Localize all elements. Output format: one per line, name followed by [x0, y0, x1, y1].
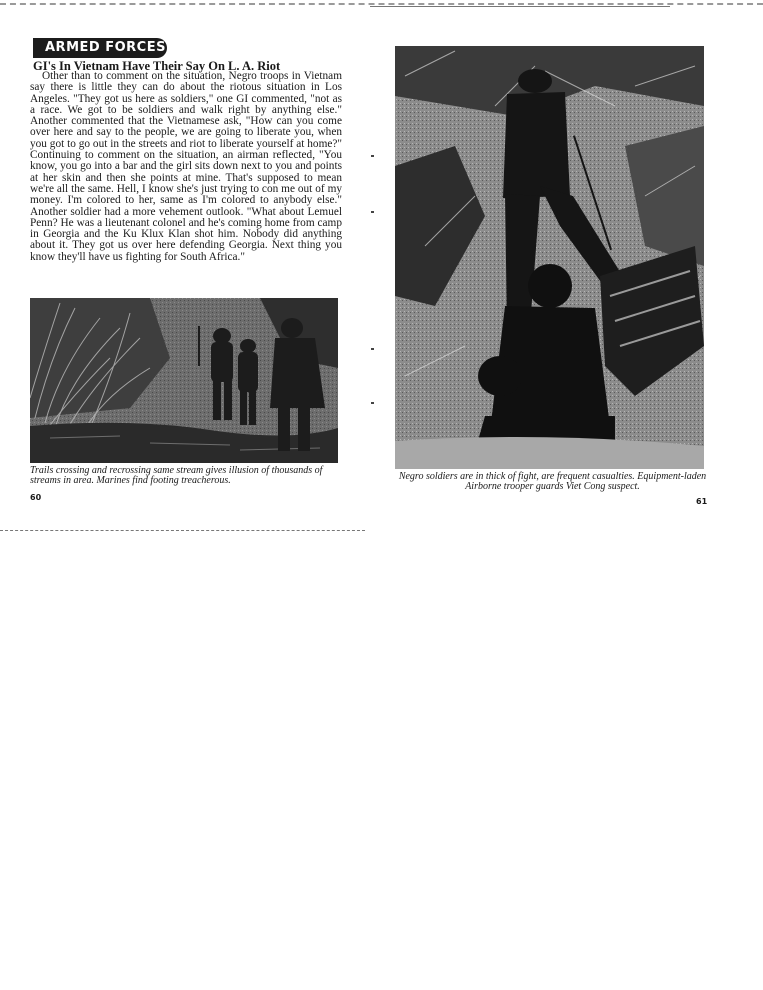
- article-headline: GI's In Vietnam Have Their Say On L. A. Riot: [33, 59, 281, 73]
- photo-caption-left: Trails crossing and recrossing same stream gives illusion of thousands of streams in area. Marines find footing treacherous.: [30, 465, 323, 486]
- page-number-left: 60: [30, 493, 42, 502]
- photo-caption-right: Negro soldiers are in thick of fight, are frequent casualties. Equipment-laden Airborne trooper guards Viet Cong suspect.: [398, 471, 707, 492]
- article-body: Other than to comment on the situation, Negro troops in Vietnam say there is little they can do about the riotous situation in Los Angeles. "They got us here as soldiers," one GI commented, "not as a race. We got to be soldiers and walk right by anything else." Another commented that the Vietnamese ask, "How can you come over here and say to the people, we are going to liberate you, when you got to go out in the streets and riot to liberate yourself at home?" Continuing to comment on the situation, an airman reflected, "You know, you go into a bar and the girl sits down next to you and points at her skin and then she points at mine. That's supposed to mean we're all the same. Hell, I know she's just trying to con me out of my money. I'm colored to her, same as I'm colored to anybody else." Another soldier had a more vehement outlook. "What about Lemuel Penn? He was a lieutenant colonel and he's coming home from camp in Georgia and the Ku Klux Klan shot him. Nobody did anything about it. They got us over here defending Georgia. Next thing you know they'll have us fighting for South Africa.": [30, 70, 342, 263]
- margin-mark: [371, 155, 374, 157]
- margin-mark: [371, 211, 374, 213]
- margin-mark: [371, 402, 374, 404]
- page-number-right: 61: [696, 497, 708, 506]
- section-label: ARMED FORCES: [33, 38, 167, 58]
- scan-artifact-top-rule: [370, 6, 670, 7]
- scan-artifact-top: [0, 3, 763, 5]
- photo-airborne-trooper: [395, 46, 704, 469]
- margin-mark: [371, 348, 374, 350]
- photo-marines-stream: [30, 298, 338, 463]
- scan-artifact-bottom: [0, 530, 365, 531]
